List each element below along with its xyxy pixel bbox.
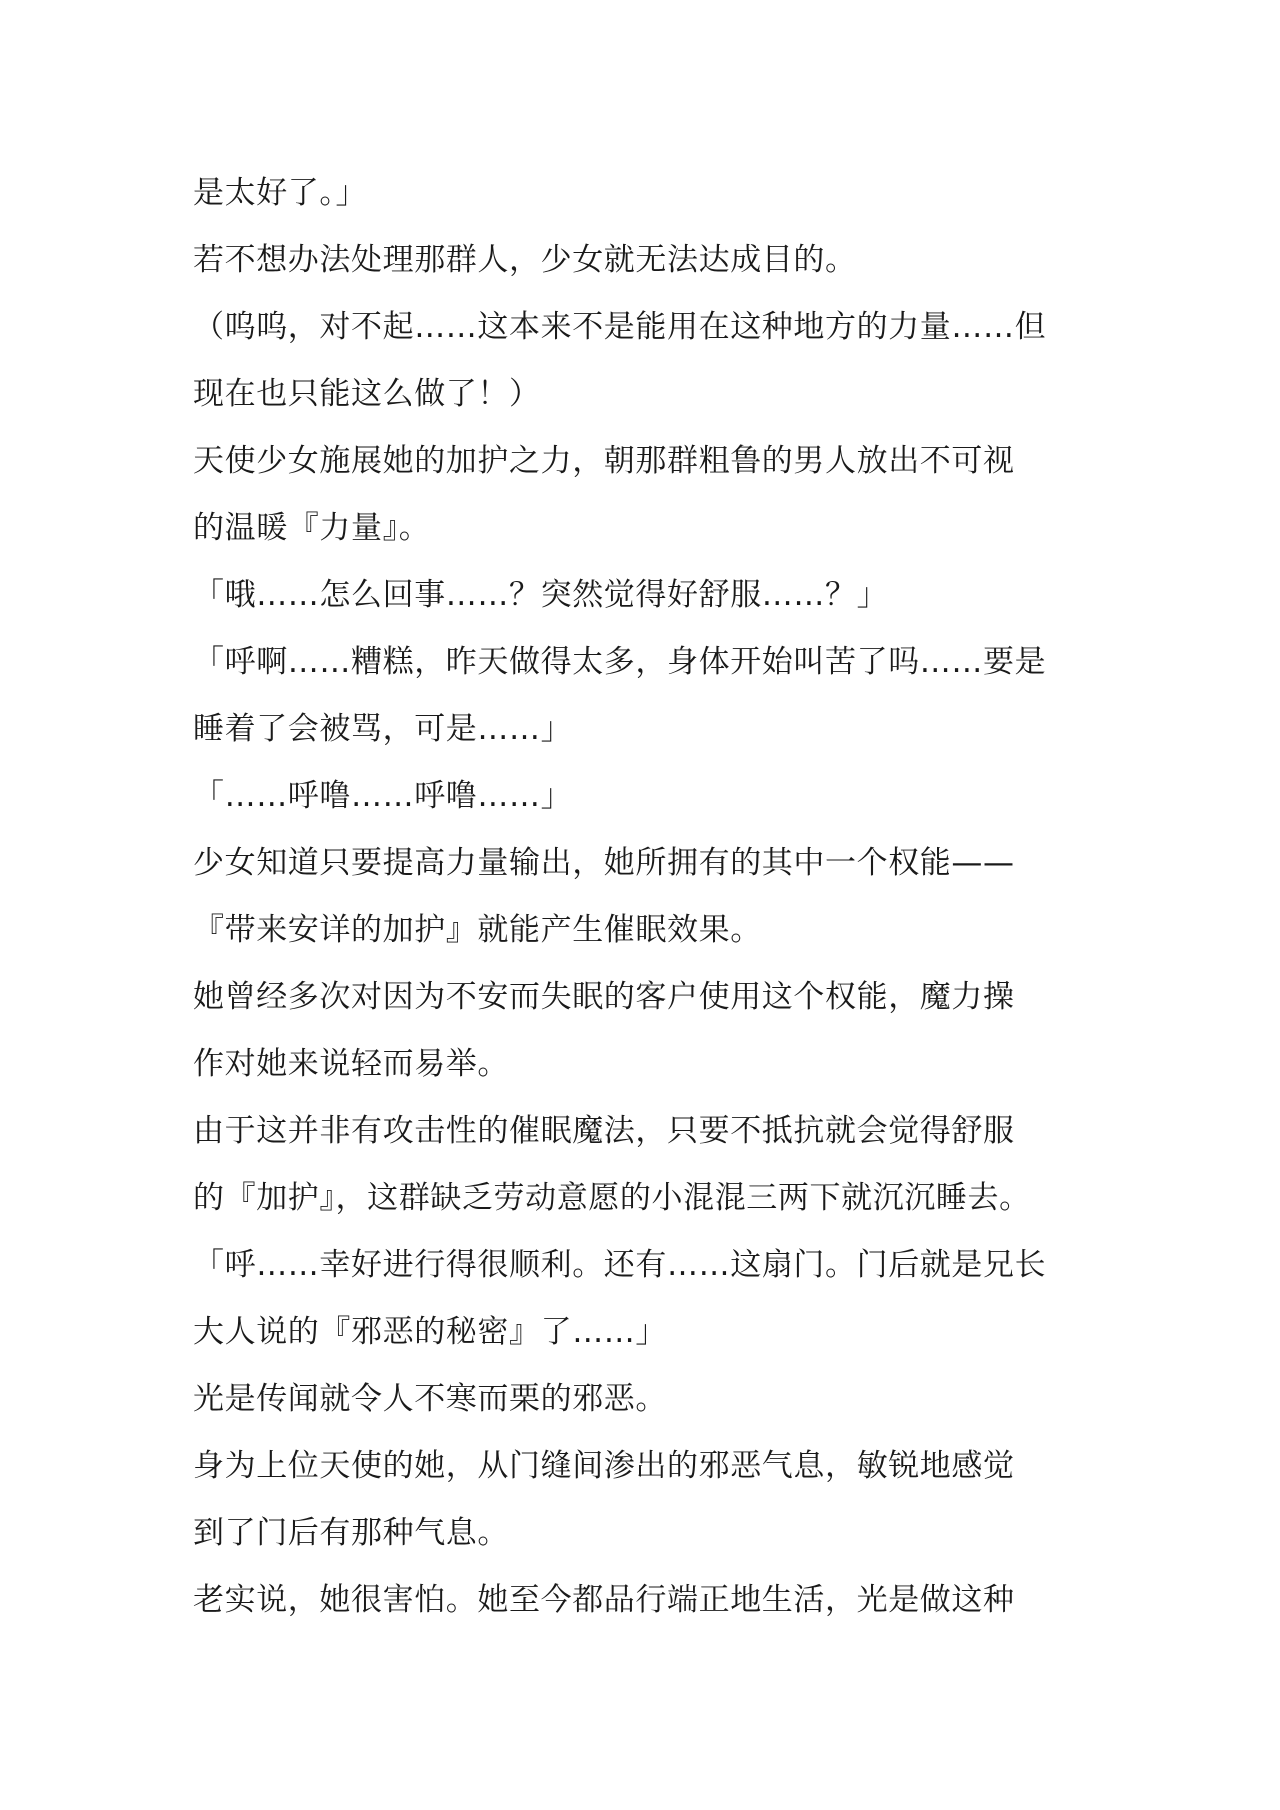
text-line: 天使少女施展她的加护之力，朝那群粗鲁的男人放出不可视 — [193, 443, 1015, 479]
text-line: 「呼……幸好进行得很顺利。还有……这扇门。门后就是兄长 — [193, 1247, 1047, 1283]
text-line: 由于这并非有攻击性的催眠魔法，只要不抵抗就会觉得舒服 — [193, 1113, 1015, 1149]
text-line: 大人说的『邪恶的秘密』了……」 — [193, 1314, 667, 1350]
text-line: 老实说，她很害怕。她至今都品行端正地生活，光是做这种 — [193, 1582, 1015, 1618]
text-line: 作对她来说轻而易举。 — [193, 1046, 509, 1082]
text-line: 她曾经多次对因为不安而失眠的客户使用这个权能，魔力操 — [193, 979, 1015, 1015]
text-line: 睡着了会被骂，可是……」 — [193, 711, 573, 747]
text-line: 到了门后有那种气息。 — [193, 1515, 509, 1551]
text-line: （呜呜，对不起……这本来不是能用在这种地方的力量……但 — [193, 309, 1047, 345]
text-line: 光是传闻就令人不寒而栗的邪恶。 — [193, 1381, 667, 1417]
text-line: 若不想办法处理那群人，少女就无法达成目的。 — [193, 242, 857, 278]
text-line: 现在也只能这么做了！） — [193, 376, 541, 412]
text-line: 是太好了。」 — [193, 175, 368, 211]
text-line: 『带来安详的加护』就能产生催眠效果。 — [193, 912, 762, 948]
text-line: 「哦……怎么回事……？突然觉得好舒服……？」 — [193, 577, 889, 613]
text-line: 少女知道只要提高力量输出，她所拥有的其中一个权能—— — [193, 845, 1015, 881]
document-page — [193, 160, 1093, 1634]
text-line: 身为上位天使的她，从门缝间渗出的邪恶气息，敏锐地感觉 — [193, 1448, 1015, 1484]
text-line: 「……呼噜……呼噜……」 — [193, 778, 573, 814]
text-line: 「呼啊……糟糕，昨天做得太多，身体开始叫苦了吗……要是 — [193, 644, 1047, 680]
text-line: 的『加护』，这群缺乏劳动意愿的小混混三两下就沉沉睡去。 — [193, 1180, 1031, 1216]
text-line: 的温暖『力量』。 — [193, 510, 431, 546]
